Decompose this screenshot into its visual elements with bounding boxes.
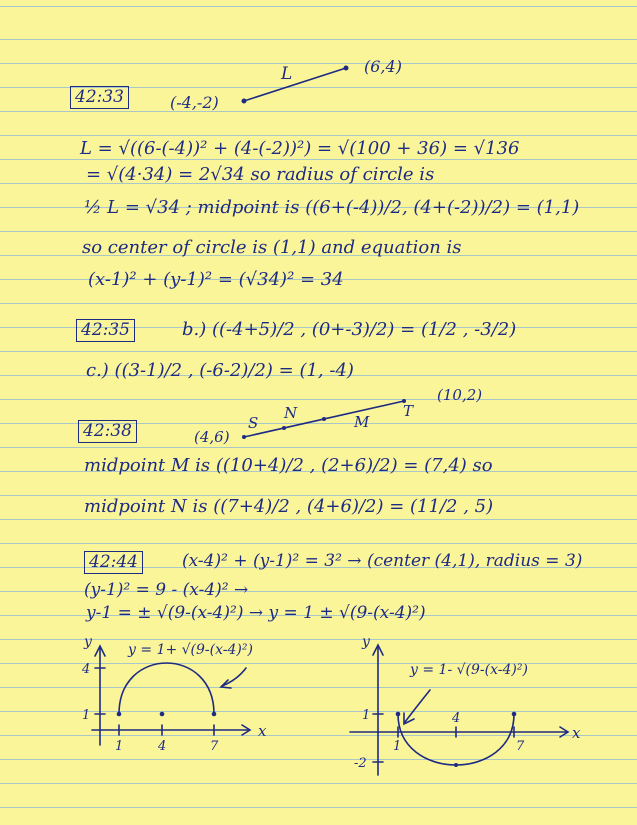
- problem-42-35-tag: 42:35: [76, 319, 135, 342]
- graph1-ytick-label-4: 4: [82, 662, 91, 677]
- distance-simplified: = √(4·34) = 2√34 so radius of circle is: [86, 164, 435, 185]
- problem-42-44-tag: 42:44: [84, 551, 143, 574]
- graph1-xtick-label-7: 7: [210, 739, 219, 754]
- graph2-left-endpoint: [396, 712, 401, 717]
- graph2-equation-label: y = 1- √(9-(x-4)²): [410, 662, 528, 678]
- midpoint-m: midpoint M is ((10+4)/2 , (2+6)/2) = (7,4) so: [84, 455, 493, 476]
- graph1-y-label: y: [84, 634, 92, 650]
- graph2-bottom-dot: [454, 763, 458, 767]
- label-m: M: [354, 413, 370, 431]
- midpoint-n: midpoint N is ((7+4)/2 , (4+6)/2) = (11/2 , 5): [84, 496, 494, 517]
- distance-equation: L = √((6-(-4))² + (4-(-2))²) = √(100 + 36) = √136: [80, 138, 520, 159]
- problem-42-33-tag: 42:33: [70, 86, 129, 109]
- point-s-label: (4,6): [194, 428, 230, 446]
- segment-label-l: L: [281, 64, 293, 84]
- solve-step-2: y-1 = ± √(9-(x-4)²) → y = 1 ± √(9-(x-4)²): [86, 603, 426, 623]
- graph2-xtick-label-7: 7: [516, 739, 525, 754]
- graph2-xtick-label-1: 1: [393, 739, 402, 754]
- label-s: S: [248, 414, 259, 432]
- graph1-equation-label: y = 1+ √(9-(x-4)²): [128, 642, 253, 658]
- graph2-ytick-label-neg2: -2: [354, 756, 367, 771]
- graph2-x-label: x: [572, 724, 581, 742]
- solve-step-1: (y-1)² = 9 - (x-4)² →: [84, 580, 249, 600]
- circle-standard-form: (x-4)² + (y-1)² = 3² → (center (4,1), radius = 3): [182, 551, 583, 571]
- graph1-ytick-label-1: 1: [82, 708, 91, 723]
- point-t-label: (10,2): [437, 386, 483, 404]
- graph2-ytick-label-1: 1: [362, 708, 371, 723]
- endpoint-b-label: (6,4): [364, 57, 402, 76]
- part-b-midpoint: b.) ((-4+5)/2 , (0+-3)/2) = (1/2 , -3/2): [182, 319, 517, 340]
- circle-equation: (x-1)² + (y-1)² = (√34)² = 34: [88, 269, 344, 290]
- graph2-right-endpoint: [512, 712, 517, 717]
- graph1-x-label: x: [258, 722, 267, 740]
- label-n: N: [284, 404, 298, 422]
- graph2-pointer-arrow: [405, 690, 430, 722]
- radius-and-midpoint: ½ L = √34 ; midpoint is ((6+(-4))/2, (4+(-2))/2) = (1,1): [84, 197, 580, 218]
- graph2-y-label: y: [362, 634, 370, 650]
- label-t: T: [403, 402, 414, 420]
- endpoint-a-label: (-4,-2): [170, 93, 219, 112]
- graph2-xtick-label-4: 4: [452, 711, 461, 726]
- part-c-midpoint: c.) ((3-1)/2 , (-6-2)/2) = (1, -4): [86, 360, 354, 381]
- graph1-xtick-label-1: 1: [115, 739, 124, 754]
- graph1-xtick-label-4: 4: [158, 739, 167, 754]
- problem-42-38-tag: 42:38: [78, 420, 137, 443]
- center-statement: so center of circle is (1,1) and equation is: [82, 237, 462, 258]
